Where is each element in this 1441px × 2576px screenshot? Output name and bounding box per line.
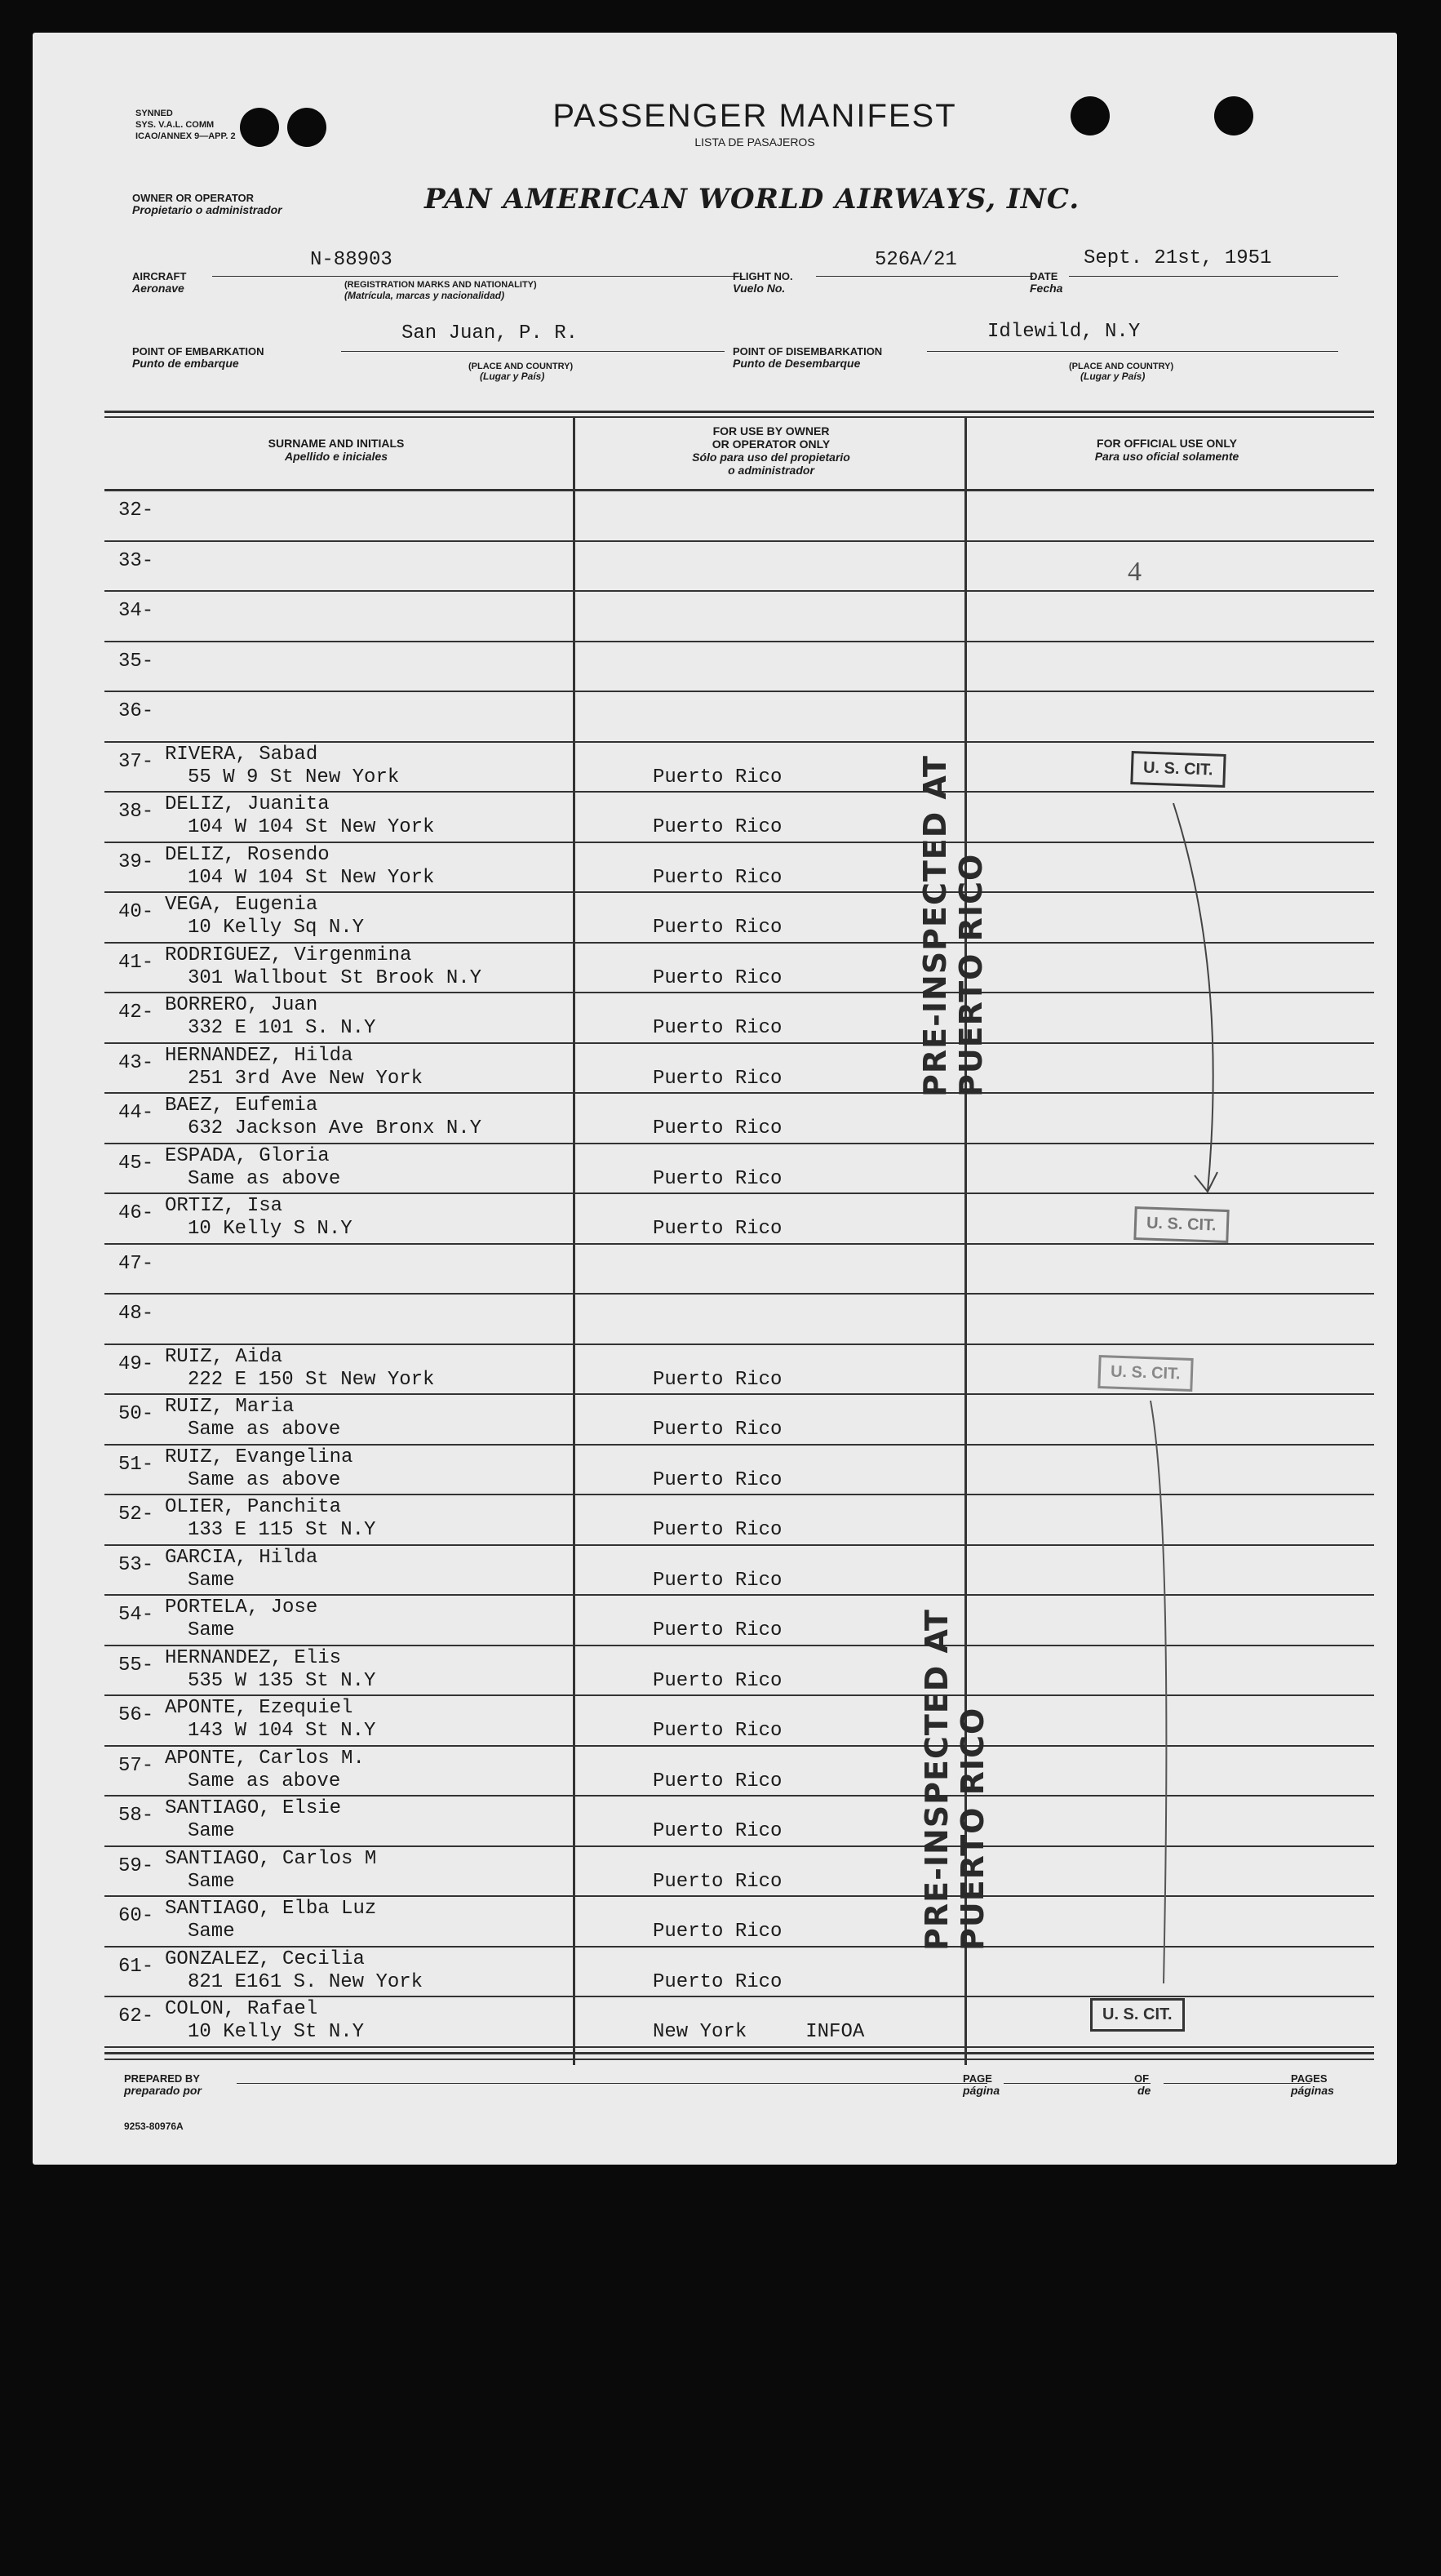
passenger-name: ORTIZ, Isa: [165, 1195, 283, 1217]
owner-use-entry: Puerto Rico: [653, 1419, 783, 1441]
row-number: 33-: [118, 550, 154, 572]
passenger-name: BORRERO, Juan: [165, 994, 318, 1016]
passenger-name: VEGA, Eugenia: [165, 894, 318, 916]
page-label: PAGE: [963, 2072, 992, 2085]
passenger-name: ESPADA, Gloria: [165, 1145, 330, 1167]
row-number: 44-: [118, 1102, 154, 1124]
embark-caption: (PLACE AND COUNTRY): [468, 362, 574, 371]
row-number: 41-: [118, 952, 154, 974]
col-header-official: FOR OFFICIAL USE ONLY Para uso oficial solamente: [1094, 437, 1239, 463]
passenger-address: 632 Jackson Ave Bronx N.Y: [188, 1117, 482, 1139]
passenger-address: 104 W 104 St New York: [188, 867, 435, 889]
disembark-caption: (PLACE AND COUNTRY): [1069, 362, 1174, 371]
flight-label-es: Vuelo No.: [733, 282, 786, 295]
embark-caption-es: (Lugar y País): [480, 371, 545, 382]
embark-label-es: Punto de embarque: [132, 357, 239, 370]
owner-label: OWNER OR OPERATOR: [132, 192, 255, 204]
form-code-2: SYS. V.A.L. COMM: [135, 120, 215, 130]
pre-inspected-stamp-upper: PRE-INSPECTED AT PUERTO RICO: [917, 755, 989, 1097]
passenger-name: BAEZ, Eufemia: [165, 1095, 318, 1117]
col-header-owner-use: FOR USE BY OWNER OR OPERATOR ONLY Sólo para uso del propietario o administrador: [692, 424, 850, 477]
passenger-name: RODRIGUEZ, Virgenmina: [165, 944, 412, 966]
aircraft-label-es: Aeronave: [132, 282, 184, 295]
row-number: 48-: [118, 1303, 154, 1325]
passenger-address: Same: [188, 1619, 235, 1641]
page-title: PASSENGER MANIFEST: [552, 98, 957, 134]
date-value: Sept. 21st, 1951: [1084, 247, 1272, 269]
passenger-name: GONZALEZ, Cecilia: [165, 1948, 365, 1970]
row-number: 49-: [118, 1353, 154, 1375]
owner-use-entry: Puerto Rico: [653, 1720, 783, 1742]
form-code-1: SYNNED: [135, 109, 173, 118]
owner-use-entry: Puerto Rico: [653, 1570, 783, 1592]
form-code-3: ICAO/ANNEX 9—APP. 2: [135, 131, 236, 141]
col-header-surname: SURNAME AND INITIALS Apellido e iniciales: [268, 437, 405, 463]
row-number: 56-: [118, 1704, 154, 1726]
passenger-name: PORTELA, Jose: [165, 1597, 318, 1619]
official-count: 4: [1128, 557, 1142, 587]
passenger-address: Same: [188, 1570, 235, 1592]
disembark-label: POINT OF DISEMBARKATION: [733, 345, 883, 358]
passenger-address: 332 E 101 S. N.Y: [188, 1017, 376, 1039]
aircraft-label: AIRCRAFT: [132, 270, 187, 282]
passenger-name: SANTIAGO, Elsie: [165, 1797, 342, 1819]
row-number: 55-: [118, 1654, 154, 1677]
owner-label-es: Propietario o administrador: [132, 203, 282, 216]
prepared-label: PREPARED BY: [124, 2072, 200, 2085]
row-number: 45-: [118, 1153, 154, 1175]
ditto-arrows: [33, 33, 1397, 2165]
passenger-address: Same: [188, 1820, 235, 1842]
aircraft-value: N-88903: [310, 249, 392, 271]
owner-use-entry: Puerto Rico: [653, 1871, 783, 1893]
date-label-es: Fecha: [1030, 282, 1063, 295]
passenger-address: 251 3rd Ave New York: [188, 1068, 423, 1090]
disembark-label-es: Punto de Desembarque: [733, 357, 861, 370]
owner-use-entry: Puerto Rico: [653, 1820, 783, 1842]
row-number: 57-: [118, 1755, 154, 1777]
owner-use-entry: Puerto Rico: [653, 1117, 783, 1139]
passenger-address: Same: [188, 1871, 235, 1893]
row-number: 37-: [118, 751, 154, 773]
row-number: 60-: [118, 1905, 154, 1927]
us-cit-stamp: U. S. CIT.: [1133, 1206, 1229, 1243]
row-number: 51-: [118, 1454, 154, 1476]
owner-use-entry: Puerto Rico: [653, 1670, 783, 1692]
passenger-address: 143 W 104 St N.Y: [188, 1720, 376, 1742]
row-number: 61-: [118, 1956, 154, 1978]
prepared-label-es: preparado por: [124, 2084, 202, 2097]
disembark-caption-es: (Lugar y País): [1080, 371, 1146, 382]
passenger-address: 222 E 150 St New York: [188, 1369, 435, 1391]
passenger-address: 133 E 115 St N.Y: [188, 1519, 376, 1541]
passenger-name: GARCIA, Hilda: [165, 1547, 318, 1569]
passenger-name: RUIZ, Aida: [165, 1346, 283, 1368]
owner-use-entry: Puerto Rico: [653, 1619, 783, 1641]
row-number: 36-: [118, 700, 154, 722]
row-number: 43-: [118, 1052, 154, 1074]
manifest-sheet: [33, 33, 1397, 2165]
aircraft-caption: (REGISTRATION MARKS AND NATIONALITY): [344, 280, 537, 290]
disembark-value: Idlewild, N.Y: [987, 321, 1141, 343]
pages-label: PAGES: [1291, 2072, 1328, 2085]
row-number: 47-: [118, 1253, 154, 1275]
owner-use-entry: Puerto Rico: [653, 867, 783, 889]
page-subtitle: LISTA DE PASAJEROS: [694, 135, 815, 149]
passenger-address: 55 W 9 St New York: [188, 766, 400, 788]
embark-label: POINT OF EMBARKATION: [132, 345, 264, 358]
passenger-address: Same: [188, 1921, 235, 1943]
passenger-address: Same as above: [188, 1168, 341, 1190]
owner-use-entry: Puerto Rico: [653, 1017, 783, 1039]
passenger-address: Same as above: [188, 1419, 341, 1441]
owner-use-entry: Puerto Rico: [653, 917, 783, 939]
passenger-name: RUIZ, Maria: [165, 1396, 295, 1418]
passenger-address: 10 Kelly S N.Y: [188, 1218, 352, 1240]
owner-use-entry: Puerto Rico: [653, 1469, 783, 1491]
row-number: 59-: [118, 1855, 154, 1877]
us-cit-stamp: U. S. CIT.: [1097, 1355, 1193, 1392]
row-number: 34-: [118, 600, 154, 622]
row-number: 42-: [118, 1002, 154, 1024]
passenger-address: 104 W 104 St New York: [188, 816, 435, 838]
of-label-es: de: [1137, 2084, 1151, 2097]
row-number: 39-: [118, 851, 154, 873]
us-cit-stamp: U. S. CIT.: [1130, 751, 1226, 788]
passenger-name: HERNANDEZ, Hilda: [165, 1045, 353, 1067]
passenger-name: DELIZ, Juanita: [165, 793, 330, 815]
passenger-name: APONTE, Ezequiel: [165, 1697, 353, 1719]
owner-use-entry: Puerto Rico: [653, 1770, 783, 1792]
date-label: DATE: [1030, 270, 1058, 282]
aircraft-caption-es: (Matrícula, marcas y nacionalidad): [344, 290, 505, 301]
owner-use-entry: Puerto Rico: [653, 967, 783, 989]
flight-label: FLIGHT NO.: [733, 270, 793, 282]
owner-use-entry: Puerto Rico: [653, 1971, 783, 1993]
passenger-address: 301 Wallbout St Brook N.Y: [188, 967, 482, 989]
row-number: 38-: [118, 801, 154, 823]
page-label-es: página: [963, 2084, 1000, 2097]
passenger-name: HERNANDEZ, Elis: [165, 1647, 342, 1669]
passenger-name: RUIZ, Evangelina: [165, 1446, 353, 1468]
owner-use-entry: Puerto Rico: [653, 1218, 783, 1240]
passenger-address: 10 Kelly St N.Y: [188, 2021, 365, 2043]
passenger-address: Same as above: [188, 1469, 341, 1491]
flight-value: 526A/21: [875, 249, 957, 271]
row-number: 54-: [118, 1604, 154, 1626]
passenger-name: COLON, Rafael: [165, 1998, 318, 2020]
passenger-name: SANTIAGO, Carlos M: [165, 1848, 377, 1870]
row-number: 53-: [118, 1554, 154, 1576]
owner-use-entry: New York INFOA: [653, 2021, 865, 2043]
owner-use-entry: Puerto Rico: [653, 1068, 783, 1090]
owner-use-entry: Puerto Rico: [653, 1369, 783, 1391]
passenger-name: DELIZ, Rosendo: [165, 844, 330, 866]
embark-value: San Juan, P. R.: [401, 322, 579, 344]
passenger-name: SANTIAGO, Elba Luz: [165, 1898, 377, 1920]
row-number: 32-: [118, 500, 154, 522]
passenger-address: 821 E161 S. New York: [188, 1971, 423, 1993]
passenger-name: APONTE, Carlos M.: [165, 1748, 365, 1770]
row-number: 35-: [118, 651, 154, 673]
owner-use-entry: Puerto Rico: [653, 1921, 783, 1943]
owner-use-entry: Puerto Rico: [653, 816, 783, 838]
row-number: 52-: [118, 1503, 154, 1526]
form-number: 9253-80976A: [124, 2121, 184, 2132]
passenger-address: Same as above: [188, 1770, 341, 1792]
owner-value: PAN AMERICAN WORLD AIRWAYS, INC.: [424, 183, 1080, 215]
owner-use-entry: Puerto Rico: [653, 1519, 783, 1541]
owner-use-entry: Puerto Rico: [653, 1168, 783, 1190]
passenger-address: 535 W 135 St N.Y: [188, 1670, 376, 1692]
row-number: 58-: [118, 1805, 154, 1827]
pre-inspected-stamp-lower: PRE-INSPECTED AT PUERTO RICO: [919, 1609, 991, 1951]
row-number: 40-: [118, 901, 154, 923]
row-number: 62-: [118, 2005, 154, 2027]
pages-label-es: páginas: [1291, 2084, 1334, 2097]
owner-use-entry: Puerto Rico: [653, 766, 783, 788]
of-label: OF: [1134, 2072, 1150, 2085]
passenger-address: 10 Kelly Sq N.Y: [188, 917, 365, 939]
row-number: 50-: [118, 1403, 154, 1425]
passenger-name: RIVERA, Sabad: [165, 744, 318, 766]
passenger-name: OLIER, Panchita: [165, 1496, 342, 1518]
us-cit-stamp: U. S. CIT.: [1090, 1998, 1185, 2032]
row-number: 46-: [118, 1202, 154, 1224]
